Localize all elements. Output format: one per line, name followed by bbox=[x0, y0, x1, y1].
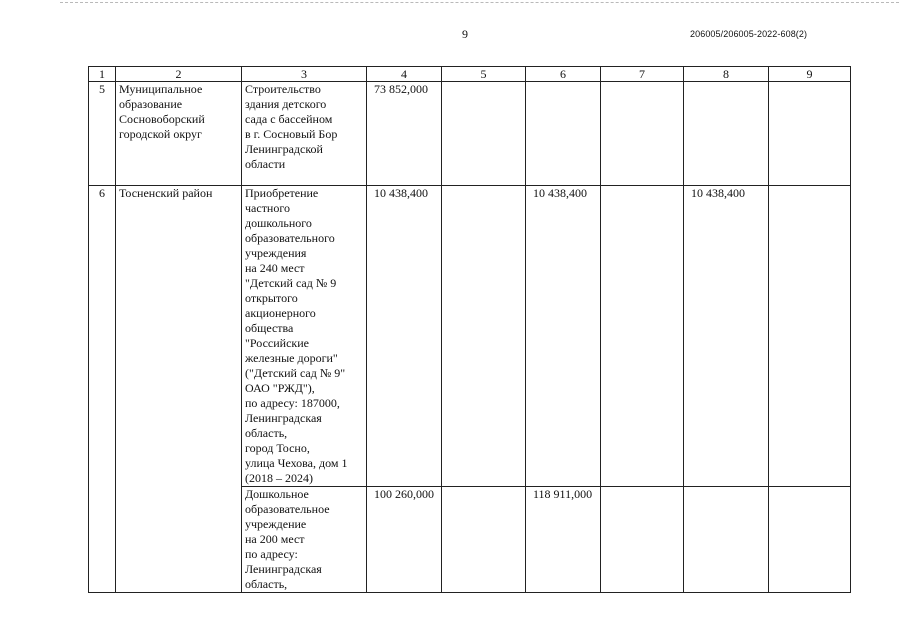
budget-table bbox=[88, 66, 851, 593]
amount-cell bbox=[442, 82, 526, 186]
col-header: 2 bbox=[116, 67, 242, 82]
amount-cell bbox=[769, 487, 851, 593]
amount-cell bbox=[601, 487, 684, 593]
amount-cell: 10 438,400 bbox=[684, 186, 769, 487]
amount-cell bbox=[442, 186, 526, 487]
table-row bbox=[89, 82, 851, 186]
col-header: 1 bbox=[89, 67, 116, 82]
object-cell: Дошкольное образовательное учреждение на 200 мест по адресу: Ленинградская область, bbox=[242, 487, 367, 593]
amount-cell: 73 852,000 bbox=[367, 82, 442, 186]
row-number: 6 bbox=[89, 186, 116, 593]
col-header: 9 bbox=[769, 67, 851, 82]
amount-cell bbox=[769, 82, 851, 186]
scan-top-edge bbox=[60, 2, 899, 3]
document-code: 206005/206005-2022-608(2) bbox=[690, 29, 808, 39]
amount-cell: 118 911,000 bbox=[526, 487, 601, 593]
amount-cell bbox=[526, 82, 601, 186]
amount-cell: 100 260,000 bbox=[367, 487, 442, 593]
col-header: 8 bbox=[684, 67, 769, 82]
row-number: 5 bbox=[89, 82, 116, 186]
object-cell: Приобретение частного дошкольного образовательного учреждения на 240 мест "Детский сад № 9 открытого акционерного общества "Российские железные дороги" ("Детский сад № 9" ОАО "РЖД"), по адресу: 187000, Ленинградская область, город Тосно, улица Чехова, дом 1 (2018 – 2024) bbox=[242, 186, 367, 487]
page-number: 9 bbox=[462, 27, 468, 41]
amount-cell bbox=[769, 186, 851, 487]
amount-cell: 10 438,400 bbox=[526, 186, 601, 487]
amount-cell bbox=[684, 82, 769, 186]
municipality-cell: Муниципальное образование Сосновоборский городской округ bbox=[116, 82, 242, 186]
amount-cell bbox=[442, 487, 526, 593]
amount-cell bbox=[601, 82, 684, 186]
object-cell: Строительство здания детского сада с бассейном в г. Сосновый Бор Ленинградской области bbox=[242, 82, 367, 186]
col-header: 5 bbox=[442, 67, 526, 82]
col-header: 3 bbox=[242, 67, 367, 82]
amount-cell: 10 438,400 bbox=[367, 186, 442, 487]
municipality-cell: Тосненский район bbox=[116, 186, 242, 593]
col-header: 4 bbox=[367, 67, 442, 82]
col-header: 7 bbox=[601, 67, 684, 82]
column-number-row bbox=[89, 67, 851, 82]
col-header: 6 bbox=[526, 67, 601, 82]
amount-cell bbox=[684, 487, 769, 593]
table-row bbox=[89, 186, 851, 487]
amount-cell bbox=[601, 186, 684, 487]
